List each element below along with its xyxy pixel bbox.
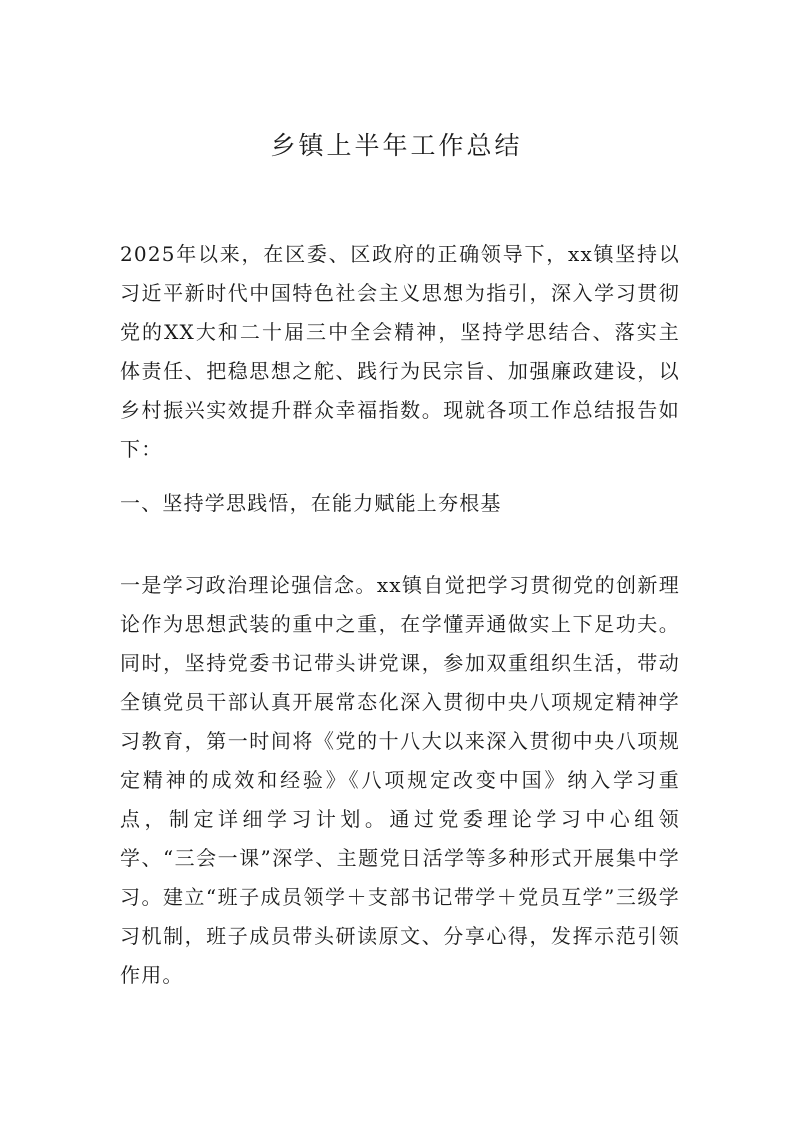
intro-paragraph: 2025年以来，在区委、区政府的正确领导下，xx镇坚持以习近平新时代中国特色社会主义思想为指引，深入学习贯彻党的XX大和二十届三中全会精神，坚持学思结合、落实主体责任、把稳思想之舵、践行为民宗旨、加强廉政建设，以乡村振兴实效提升群众幸福指数。现就各项工作总结报告如下： <box>120 242 680 461</box>
section-paragraph: 一是学习政治理论强信念。xx镇自觉把学习贯彻党的创新理论作为思想武装的重中之重，在学懂弄通做实上下足功夫。同时，坚持党委书记带头讲党课，参加双重组织生活，带动全镇党员干部认真开展常态化深入贯彻中央八项规定精神学习教育，第一时间将《党的十八大以来深入贯彻中央八项规定精神的成效和经验》《八项规定改变中国》纳入学习重点，制定详细学习计划。通过党委理论学习中心组领学、“三会一课”深学、主题党日活学等多种形式开展集中学习。建立“班子成员领学＋支部书记带学＋党员互学”三级学习机制，班子成员带头研读原文、分享心得，发挥示范引领作用。 <box>120 573 680 987</box>
section-heading: 一、坚持学思践悟，在能力赋能上夯根基 <box>120 491 502 515</box>
document-title: 乡镇上半年工作总结 <box>270 131 523 160</box>
